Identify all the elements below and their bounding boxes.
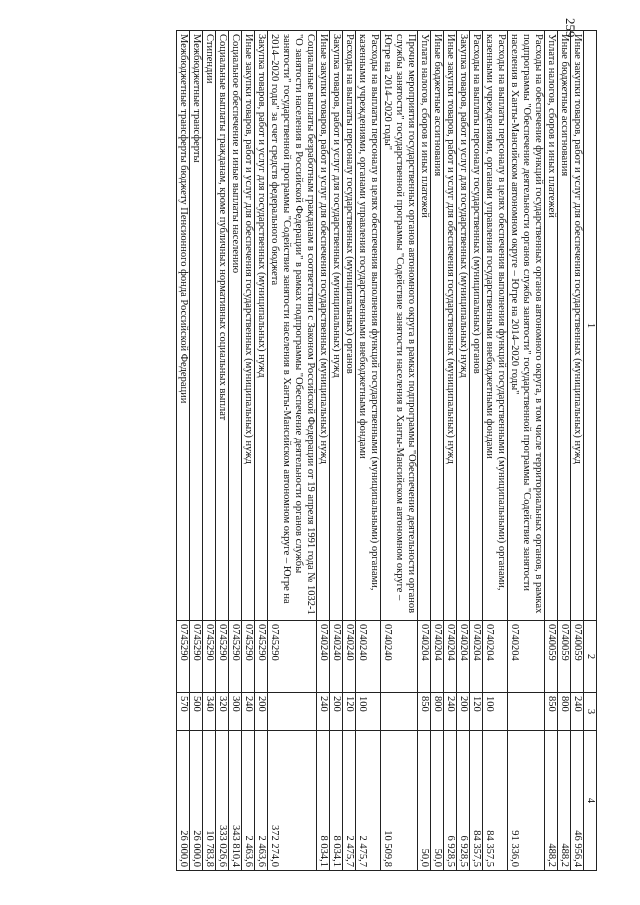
amount-cell: 10 783,8 bbox=[203, 731, 216, 871]
target-code-cell: 0740240 bbox=[330, 621, 343, 693]
table-row bbox=[242, 31, 255, 871]
target-code-cell: 0740059 bbox=[545, 621, 558, 693]
item-name-cell: Закупка товаров, работ и услуг для государственных (муниципальных) нужд bbox=[255, 31, 268, 621]
amount-cell: 26 000,0 bbox=[190, 731, 203, 871]
table-row bbox=[229, 31, 242, 871]
table-body bbox=[177, 31, 584, 871]
item-name-cell: Межбюджетные трансферты bbox=[190, 31, 203, 621]
expense-type-cell bbox=[508, 693, 545, 731]
item-name-cell: Иные закупки товаров, работ и услуг для обеспечения государственных (муниципальных) нужд bbox=[242, 31, 255, 621]
item-name-cell: Иные закупки товаров, работ и услуг для обеспечения государственных (муниципальных) нужд bbox=[571, 31, 584, 621]
expense-type-cell: 240 bbox=[571, 693, 584, 731]
table-row bbox=[190, 31, 203, 871]
table-row bbox=[356, 31, 381, 871]
page-number: 259 bbox=[563, 18, 578, 38]
amount-cell: 6 928,5 bbox=[457, 731, 470, 871]
table-row bbox=[558, 31, 571, 871]
expense-type-cell: 100 bbox=[483, 693, 508, 731]
expense-type-cell: 200 bbox=[255, 693, 268, 731]
table-row bbox=[381, 31, 418, 871]
amount-cell: 26 000,0 bbox=[177, 731, 190, 871]
target-code-cell: 0740059 bbox=[571, 621, 584, 693]
table-row bbox=[444, 31, 457, 871]
item-name-cell: Уплата налогов, сборов и иных платежей bbox=[545, 31, 558, 621]
target-code-cell: 0745290 bbox=[268, 621, 317, 693]
table-row bbox=[457, 31, 470, 871]
amount-cell: 8 034,1 bbox=[317, 731, 330, 871]
amount-cell: 46 956,4 bbox=[571, 731, 584, 871]
expense-type-cell: 240 bbox=[444, 693, 457, 731]
amount-cell: 372 274,0 bbox=[268, 731, 317, 871]
target-code-cell: 0740240 bbox=[343, 621, 356, 693]
table-row bbox=[545, 31, 558, 871]
expense-type-cell: 340 bbox=[203, 693, 216, 731]
expense-type-cell: 200 bbox=[330, 693, 343, 731]
table-row bbox=[571, 31, 584, 871]
target-code-cell: 0740204 bbox=[508, 621, 545, 693]
amount-cell: 2 475,7 bbox=[356, 731, 381, 871]
header-col-1: 1 bbox=[584, 31, 597, 621]
item-name-cell: Иные бюджетные ассигнования bbox=[558, 31, 571, 621]
table-row bbox=[470, 31, 483, 871]
table-row bbox=[268, 31, 317, 871]
item-name-cell: Расходы на обеспечение функций государственных органов автономного округа, в том числе территориальных органов, в рамках подпрограммы "Обеспечение деятельности органов службы занятости" государственной программы "Содействие занятости населения в Ханты-Мансийском автономном округе – Югре на 2014–2020 годы" bbox=[508, 31, 545, 621]
target-code-cell: 0745290 bbox=[177, 621, 190, 693]
table-row bbox=[203, 31, 216, 871]
target-code-cell: 0745290 bbox=[255, 621, 268, 693]
table-row bbox=[508, 31, 545, 871]
target-code-cell: 0740240 bbox=[356, 621, 381, 693]
target-code-cell: 0745290 bbox=[242, 621, 255, 693]
table-row bbox=[418, 31, 431, 871]
item-name-cell: Расходы на выплаты персоналу государственных (муниципальных) органов bbox=[343, 31, 356, 621]
amount-cell: 10 509,8 bbox=[381, 731, 418, 871]
amount-cell: 2 475,7 bbox=[343, 731, 356, 871]
expense-type-cell: 240 bbox=[242, 693, 255, 731]
header-col-4: 4 bbox=[584, 731, 597, 871]
item-name-cell: Иные закупки товаров, работ и услуг для обеспечения государственных (муниципальных) нужд bbox=[444, 31, 457, 621]
target-code-cell: 0745290 bbox=[216, 621, 229, 693]
table-row bbox=[177, 31, 190, 871]
expense-type-cell: 120 bbox=[470, 693, 483, 731]
item-name-cell: Межбюджетные трансферты бюджету Пенсионного фонда Российской Федерации bbox=[177, 31, 190, 621]
item-name-cell: Расходы на выплаты персоналу государственных (муниципальных) органов bbox=[470, 31, 483, 621]
item-name-cell: Закупка товаров, работ и услуг для государственных (муниципальных) нужд bbox=[457, 31, 470, 621]
expense-type-cell: 320 bbox=[216, 693, 229, 731]
header-col-2: 2 bbox=[584, 621, 597, 693]
table-header-row bbox=[584, 31, 597, 871]
amount-cell: 50,0 bbox=[431, 731, 444, 871]
amount-cell: 2 463,6 bbox=[242, 731, 255, 871]
amount-cell: 6 928,5 bbox=[444, 731, 457, 871]
target-code-cell: 0740204 bbox=[418, 621, 431, 693]
target-code-cell: 0740204 bbox=[457, 621, 470, 693]
expense-type-cell: 850 bbox=[418, 693, 431, 731]
table-row bbox=[343, 31, 356, 871]
amount-cell: 343 810,4 bbox=[229, 731, 242, 871]
expense-type-cell: 850 bbox=[545, 693, 558, 731]
expense-type-cell: 100 bbox=[356, 693, 381, 731]
amount-cell: 84 357,5 bbox=[470, 731, 483, 871]
item-name-cell: Иные бюджетные ассигнования bbox=[431, 31, 444, 621]
amount-cell: 91 336,0 bbox=[508, 731, 545, 871]
item-name-cell: Иные закупки товаров, работ и услуг для обеспечения государственных (муниципальных) нужд bbox=[317, 31, 330, 621]
table-row bbox=[483, 31, 508, 871]
target-code-cell: 0740240 bbox=[381, 621, 418, 693]
expense-type-cell: 300 bbox=[229, 693, 242, 731]
item-name-cell: Расходы на выплаты персоналу в целях обеспечения выполнения функций государственными (муниципальными) органами, казенными учреждениями, органами управления государственными внебюджетными фондами bbox=[483, 31, 508, 621]
item-name-cell: Уплата налогов, сборов и иных платежей bbox=[418, 31, 431, 621]
expense-type-cell: 240 bbox=[317, 693, 330, 731]
target-code-cell: 0740204 bbox=[431, 621, 444, 693]
item-name-cell: Закупка товаров, работ и услуг для государственных (муниципальных) нужд bbox=[330, 31, 343, 621]
target-code-cell: 0745290 bbox=[190, 621, 203, 693]
target-code-cell: 0745290 bbox=[203, 621, 216, 693]
amount-cell: 84 357,5 bbox=[483, 731, 508, 871]
target-code-cell: 0745290 bbox=[229, 621, 242, 693]
budget-table bbox=[176, 30, 597, 871]
expense-type-cell: 500 bbox=[190, 693, 203, 731]
target-code-cell: 0740204 bbox=[483, 621, 508, 693]
expense-type-cell bbox=[381, 693, 418, 731]
amount-cell: 8 034,1 bbox=[330, 731, 343, 871]
table-row bbox=[216, 31, 229, 871]
item-name-cell: Социальные выплаты безработным гражданам в соответствии с Законом Российской Федерации от 19 апреля 1991 года № 1032-1 "О занятости населения в Российской Федерации" в рамках подпрограммы "Обеспечение деятельности органов службы занятости" государственной программы "Содействие занятости населения в Ханты-Мансийском автономном округе – Югре на 2014–2020 годы" за счет средств федерального бюджета bbox=[268, 31, 317, 621]
item-name-cell: Стипендии bbox=[203, 31, 216, 621]
expense-type-cell: 800 bbox=[431, 693, 444, 731]
target-code-cell: 0740204 bbox=[444, 621, 457, 693]
amount-cell: 488,2 bbox=[558, 731, 571, 871]
expense-type-cell: 120 bbox=[343, 693, 356, 731]
table-row bbox=[255, 31, 268, 871]
amount-cell: 50,0 bbox=[418, 731, 431, 871]
item-name-cell: Социальное обеспечение и иные выплаты населению bbox=[229, 31, 242, 621]
header-col-3: 3 bbox=[584, 693, 597, 731]
expense-type-cell: 200 bbox=[457, 693, 470, 731]
table-row bbox=[431, 31, 444, 871]
amount-cell: 333 026,6 bbox=[216, 731, 229, 871]
amount-cell: 2 463,6 bbox=[255, 731, 268, 871]
rotated-page-content bbox=[52, 30, 597, 870]
expense-type-cell bbox=[268, 693, 317, 731]
target-code-cell: 0740059 bbox=[558, 621, 571, 693]
expense-type-cell: 800 bbox=[558, 693, 571, 731]
expense-type-cell: 570 bbox=[177, 693, 190, 731]
amount-cell: 488,2 bbox=[545, 731, 558, 871]
target-code-cell: 0740204 bbox=[470, 621, 483, 693]
item-name-cell: Расходы на выплаты персоналу в целях обеспечения выполнения функций государственными (муниципальными) органами, казенными учреждениями, органами управления государственными внебюджетными фондами bbox=[356, 31, 381, 621]
table-row bbox=[330, 31, 343, 871]
target-code-cell: 0740240 bbox=[317, 621, 330, 693]
item-name-cell: Прочие мероприятия государственных органов автономного округа в рамках подпрограммы "Обеспечение деятельности органов службы занятости" государственной программы "Содействие занятости населения в Ханты-Мансийском автономном округе – Югре на 2014–2020 годы" bbox=[381, 31, 418, 621]
table-row bbox=[317, 31, 330, 871]
item-name-cell: Социальные выплаты гражданам, кроме публичных нормативных социальных выплат bbox=[216, 31, 229, 621]
